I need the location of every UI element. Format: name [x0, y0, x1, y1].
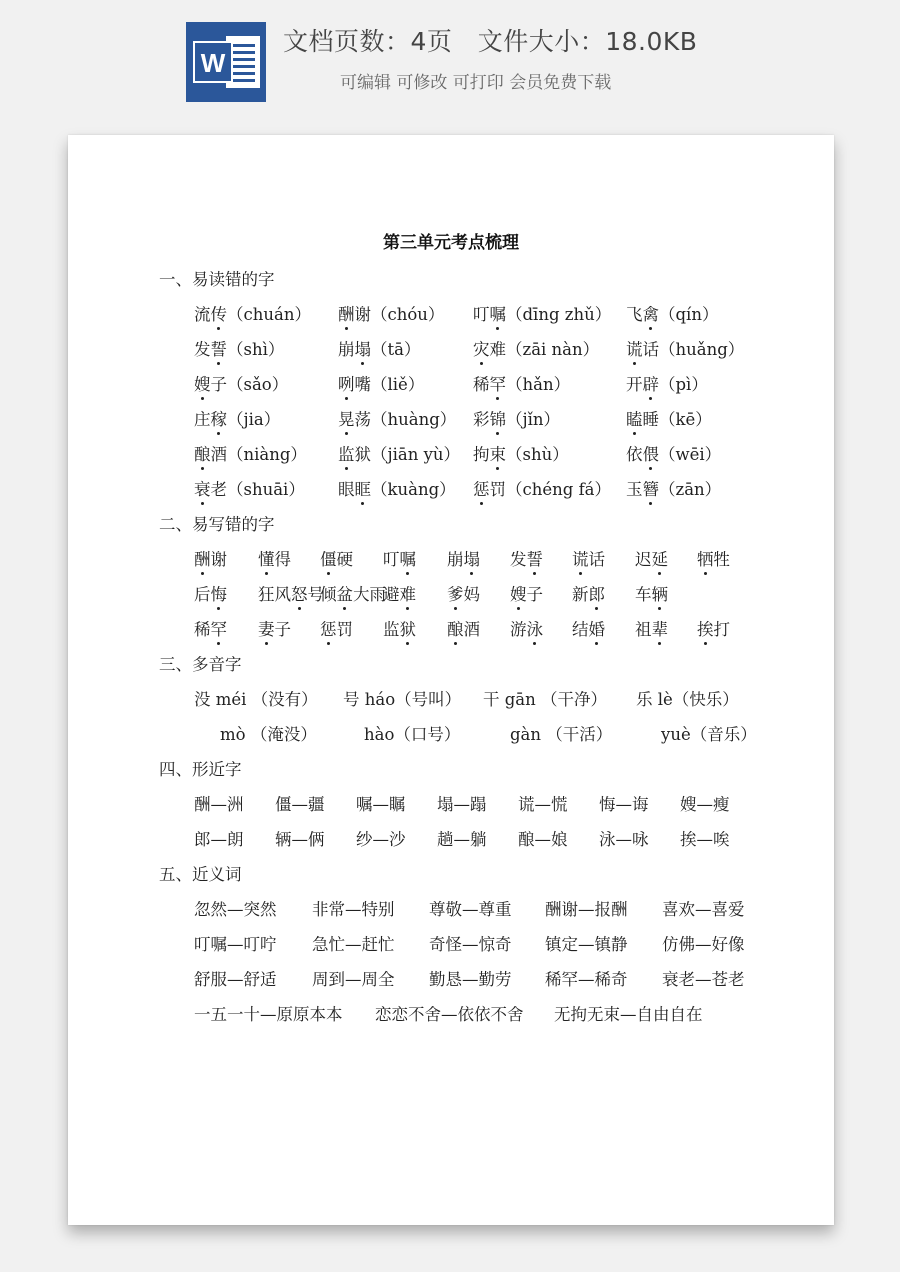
- top-banner: [0, 0, 900, 130]
- list-item: 喜欢—喜爱: [662, 900, 745, 919]
- list-item: [338, 301, 444, 325]
- word-text: （jia）: [227, 410, 281, 429]
- word-text: 罚: [336, 620, 353, 639]
- list-item: [473, 336, 599, 360]
- emphasis-char: 传: [211, 301, 228, 325]
- table-row: [194, 791, 814, 815]
- emphasis-char: 瞌: [626, 406, 643, 430]
- word-text: （shù）: [506, 445, 569, 464]
- list-item: 嫂—瘦: [680, 795, 730, 814]
- list-item: [635, 616, 668, 640]
- word-text: 迟: [635, 550, 652, 569]
- list-item: [320, 546, 353, 570]
- word-text: 发: [194, 340, 211, 359]
- list-item: [626, 301, 718, 325]
- word-text: 玉: [626, 480, 643, 499]
- list-item: [473, 301, 611, 325]
- list-item: [473, 371, 570, 395]
- list-item: [447, 581, 480, 605]
- list-item: 尊敬—尊重: [429, 900, 512, 919]
- list-item: [447, 616, 480, 640]
- list-item: [572, 546, 605, 570]
- word-text: （qín）: [659, 305, 719, 324]
- word-text: 发: [510, 550, 527, 569]
- word-text: 车: [635, 585, 652, 604]
- list-item: [697, 616, 730, 640]
- word-text: 妈: [463, 585, 480, 604]
- list-item: [194, 546, 227, 570]
- section-heading: 四、形近字: [159, 760, 242, 779]
- word-text: 叮: [383, 550, 400, 569]
- list-item: 泳—咏: [599, 830, 649, 849]
- emphasis-char: 延: [652, 546, 669, 570]
- emphasis-char: 稼: [211, 406, 228, 430]
- list-item: 挨—唉: [680, 830, 730, 849]
- word-text: （wēi）: [659, 445, 722, 464]
- document-page: [68, 135, 834, 1225]
- emphasis-char: 嫂: [510, 581, 527, 605]
- list-item: 忽然—突然: [194, 900, 277, 919]
- list-item: [338, 441, 460, 465]
- table-row: [194, 616, 814, 640]
- table-row: [194, 686, 814, 710]
- word-text: 稀: [473, 375, 490, 394]
- emphasis-char: 牺: [697, 546, 714, 570]
- word-text: 监: [383, 620, 400, 639]
- list-item: 郎—朗: [194, 830, 244, 849]
- list-item: [194, 581, 227, 605]
- list-item: 恋恋不舍—依依不舍: [375, 1005, 524, 1024]
- table-row: [194, 406, 814, 430]
- word-text: 牲: [713, 550, 730, 569]
- list-item: 僵—疆: [275, 795, 325, 814]
- emphasis-char: 酬: [194, 546, 211, 570]
- word-text: （jǐn）: [506, 410, 561, 429]
- section-heading: 一、易读错的字: [159, 270, 275, 289]
- emphasis-char: 誓: [527, 546, 544, 570]
- table-row: [194, 441, 814, 465]
- emphasis-char: 狱: [400, 616, 417, 640]
- list-item: mò （淹没）: [220, 725, 317, 744]
- word-text: 拘: [473, 445, 490, 464]
- list-item: [338, 336, 420, 360]
- list-item: hào（口号）: [364, 725, 461, 744]
- word-text: 子（sǎo）: [210, 375, 289, 394]
- list-item: 酿—娘: [518, 830, 568, 849]
- emphasis-char: 衰: [194, 476, 211, 500]
- list-item: 塌—蹋: [437, 795, 487, 814]
- table-row: [194, 301, 814, 325]
- emphasis-char: 咧: [338, 371, 355, 395]
- emphasis-char: 塌: [355, 336, 372, 360]
- word-text: 子: [274, 620, 291, 639]
- word-text: （zān）: [659, 480, 722, 499]
- word-text: 睡（kē）: [642, 410, 712, 429]
- list-item: [194, 406, 280, 430]
- word-text: 眼: [338, 480, 355, 499]
- list-item: 乐 lè（快乐）: [636, 690, 739, 709]
- emphasis-char: 束: [490, 441, 507, 465]
- list-item: [572, 581, 605, 605]
- emphasis-char: 谎: [572, 546, 589, 570]
- list-item: [626, 441, 721, 465]
- word-text: 嘴（liě）: [354, 375, 425, 394]
- emphasis-char: 监: [338, 441, 355, 465]
- list-item: 奇怪—惊奇: [429, 935, 512, 954]
- document-title: 第三单元考点梳理: [383, 233, 519, 253]
- list-item: [194, 476, 305, 500]
- word-text: 罚（chéng fá）: [489, 480, 612, 499]
- list-item: yuè（音乐）: [661, 725, 757, 744]
- list-item: [626, 406, 712, 430]
- table-row: [194, 581, 814, 605]
- table-row: [194, 966, 814, 990]
- list-item: [510, 546, 543, 570]
- word-text: 大雨: [353, 585, 386, 604]
- table-row: [194, 546, 814, 570]
- emphasis-char: 惩: [320, 616, 337, 640]
- list-item: [473, 406, 560, 430]
- list-item: 急忙—赶忙: [312, 935, 395, 954]
- emphasis-char: 挨: [697, 616, 714, 640]
- emphasis-char: 懂: [258, 546, 275, 570]
- list-item: [383, 581, 416, 605]
- list-item: 无拘无束—自由自在: [554, 1005, 703, 1024]
- list-item: 号 háo（号叫）: [343, 690, 462, 709]
- list-item: [626, 336, 744, 360]
- list-item: [258, 546, 291, 570]
- word-text: （hǎn）: [506, 375, 571, 394]
- list-item: 非常—特别: [312, 900, 395, 919]
- emphasis-char: 辟: [643, 371, 660, 395]
- word-text: 谢: [210, 550, 227, 569]
- list-item: [194, 336, 284, 360]
- list-item: 仿佛—好像: [662, 935, 745, 954]
- emphasis-char: 嘱: [400, 546, 417, 570]
- word-text: 开: [626, 375, 643, 394]
- emphasis-char: 罕: [490, 371, 507, 395]
- list-item: 悔—诲: [599, 795, 649, 814]
- word-text: （dīng zhǔ）: [506, 305, 612, 324]
- word-text: 流: [194, 305, 211, 324]
- list-item: 叮嘱—叮咛: [194, 935, 277, 954]
- word-text: 难（zāi nàn）: [489, 340, 600, 359]
- list-item: 酬—洲: [194, 795, 244, 814]
- list-item: [320, 581, 386, 605]
- list-item: 趟—躺: [437, 830, 487, 849]
- word-text: 崩: [338, 340, 355, 359]
- list-item: [510, 616, 543, 640]
- word-text: 祖: [635, 620, 652, 639]
- list-item: 舒服—舒适: [194, 970, 277, 989]
- word-text: 避: [383, 585, 400, 604]
- table-row: [194, 721, 814, 745]
- word-text: 老（shuāi）: [210, 480, 305, 499]
- word-text: （shì）: [227, 340, 285, 359]
- emphasis-char: 惩: [473, 476, 490, 500]
- emphasis-char: 簪: [643, 476, 660, 500]
- banner-subtitle: 可编辑 可修改 可打印 会员免费下载: [340, 73, 612, 93]
- list-item: 嘱—瞩: [356, 795, 406, 814]
- word-text: 得: [274, 550, 291, 569]
- list-item: gàn （干活）: [510, 725, 613, 744]
- emphasis-char: 僵: [320, 546, 337, 570]
- emphasis-char: 婚: [589, 616, 606, 640]
- emphasis-char: 泳: [527, 616, 544, 640]
- word-text: （chuán）: [227, 305, 311, 324]
- list-item: [473, 441, 569, 465]
- emphasis-char: 谎: [626, 336, 643, 360]
- emphasis-char: 嘱: [490, 301, 507, 325]
- word-text: 倾: [320, 585, 337, 604]
- word-text: 崩: [447, 550, 464, 569]
- word-text: （pì）: [659, 375, 708, 394]
- emphasis-char: 灾: [473, 336, 490, 360]
- word-text: 飞: [626, 305, 643, 324]
- list-item: 谎—慌: [518, 795, 568, 814]
- list-item: 没 méi （没有）: [194, 690, 318, 709]
- list-item: 勤恳—勤劳: [429, 970, 512, 989]
- list-item: [510, 581, 543, 605]
- word-text: 游: [510, 620, 527, 639]
- table-row: [194, 931, 814, 955]
- list-item: [697, 546, 730, 570]
- word-document-icon: [186, 22, 266, 102]
- word-text: 庄: [194, 410, 211, 429]
- word-text: 话（huǎng）: [642, 340, 745, 359]
- word-text: 结: [572, 620, 589, 639]
- word-text: 后: [194, 585, 211, 604]
- emphasis-char: 郎: [589, 581, 606, 605]
- list-item: 酬谢—报酬: [545, 900, 628, 919]
- section-heading: 三、多音字: [159, 655, 242, 674]
- word-text: 新: [572, 585, 589, 604]
- list-item: 一五一十—原原本本: [194, 1005, 343, 1024]
- list-item: [194, 301, 311, 325]
- list-item: [194, 441, 307, 465]
- list-item: [635, 581, 668, 605]
- table-row: [194, 476, 814, 500]
- word-text: 荡（huàng）: [354, 410, 457, 429]
- list-item: [338, 406, 456, 430]
- list-item: [626, 371, 708, 395]
- word-text: （tā）: [371, 340, 421, 359]
- emphasis-char: 晃: [338, 406, 355, 430]
- emphasis-char: 辆: [652, 581, 669, 605]
- section-heading: 五、近义词: [159, 865, 242, 884]
- emphasis-char: 盆: [337, 581, 354, 605]
- word-text: 谢（chóu）: [354, 305, 445, 324]
- list-item: 辆—俩: [275, 830, 325, 849]
- word-text: 硬: [336, 550, 353, 569]
- word-text: 彩: [473, 410, 490, 429]
- emphasis-char: 悔: [211, 581, 228, 605]
- word-text: 叮: [473, 305, 490, 324]
- list-item: [258, 616, 291, 640]
- list-item: [626, 476, 721, 500]
- word-text: 依: [626, 445, 643, 464]
- list-item: 纱—沙: [356, 830, 406, 849]
- list-item: [338, 476, 456, 500]
- table-row: [194, 896, 814, 920]
- word-text: 打: [713, 620, 730, 639]
- table-row: [194, 371, 814, 395]
- list-item: 衰老—苍老: [662, 970, 745, 989]
- list-item: 镇定—镇静: [545, 935, 628, 954]
- emphasis-char: 辈: [652, 616, 669, 640]
- word-text: 酒（niàng）: [210, 445, 307, 464]
- emphasis-char: 酿: [447, 616, 464, 640]
- section-heading: 二、易写错的字: [159, 515, 275, 534]
- word-text: 子: [526, 585, 543, 604]
- word-text: 话: [588, 550, 605, 569]
- list-item: [338, 371, 424, 395]
- list-item: [194, 371, 288, 395]
- emphasis-char: 锦: [490, 406, 507, 430]
- emphasis-char: 塌: [464, 546, 481, 570]
- emphasis-char: 偎: [643, 441, 660, 465]
- list-item: [473, 476, 611, 500]
- word-text: 狂风: [258, 585, 291, 604]
- list-item: [320, 616, 353, 640]
- emphasis-char: 誓: [211, 336, 228, 360]
- banner-title: 文档页数：4页 文件大小：18.0KB: [283, 27, 698, 56]
- word-text: 酒: [463, 620, 480, 639]
- word-text: 稀: [194, 620, 211, 639]
- emphasis-char: 酬: [338, 301, 355, 325]
- document-content: [68, 135, 834, 1225]
- table-row: [194, 336, 814, 360]
- table-row: [194, 826, 814, 850]
- word-text: （kuàng）: [371, 480, 456, 499]
- word-icon-letter: W: [200, 48, 226, 78]
- list-item: 稀罕—稀奇: [545, 970, 628, 989]
- emphasis-char: 禽: [643, 301, 660, 325]
- word-text: 狱（jiān yù）: [354, 445, 461, 464]
- list-item: [383, 546, 416, 570]
- emphasis-char: 难: [400, 581, 417, 605]
- list-item: 干 gān （干净）: [483, 690, 608, 709]
- word-text: 号: [307, 585, 324, 604]
- list-item: [447, 546, 480, 570]
- emphasis-char: 酿: [194, 441, 211, 465]
- emphasis-char: 眶: [355, 476, 372, 500]
- list-item: [383, 616, 416, 640]
- table-row: [194, 1001, 814, 1025]
- emphasis-char: 妻: [258, 616, 275, 640]
- emphasis-char: 怒: [291, 581, 308, 605]
- list-item: 周到—周全: [312, 970, 395, 989]
- list-item: [194, 616, 227, 640]
- list-item: [572, 616, 605, 640]
- list-item: [258, 581, 324, 605]
- list-item: [635, 546, 668, 570]
- emphasis-char: 嫂: [194, 371, 211, 395]
- emphasis-char: 爹: [447, 581, 464, 605]
- emphasis-char: 罕: [211, 616, 228, 640]
